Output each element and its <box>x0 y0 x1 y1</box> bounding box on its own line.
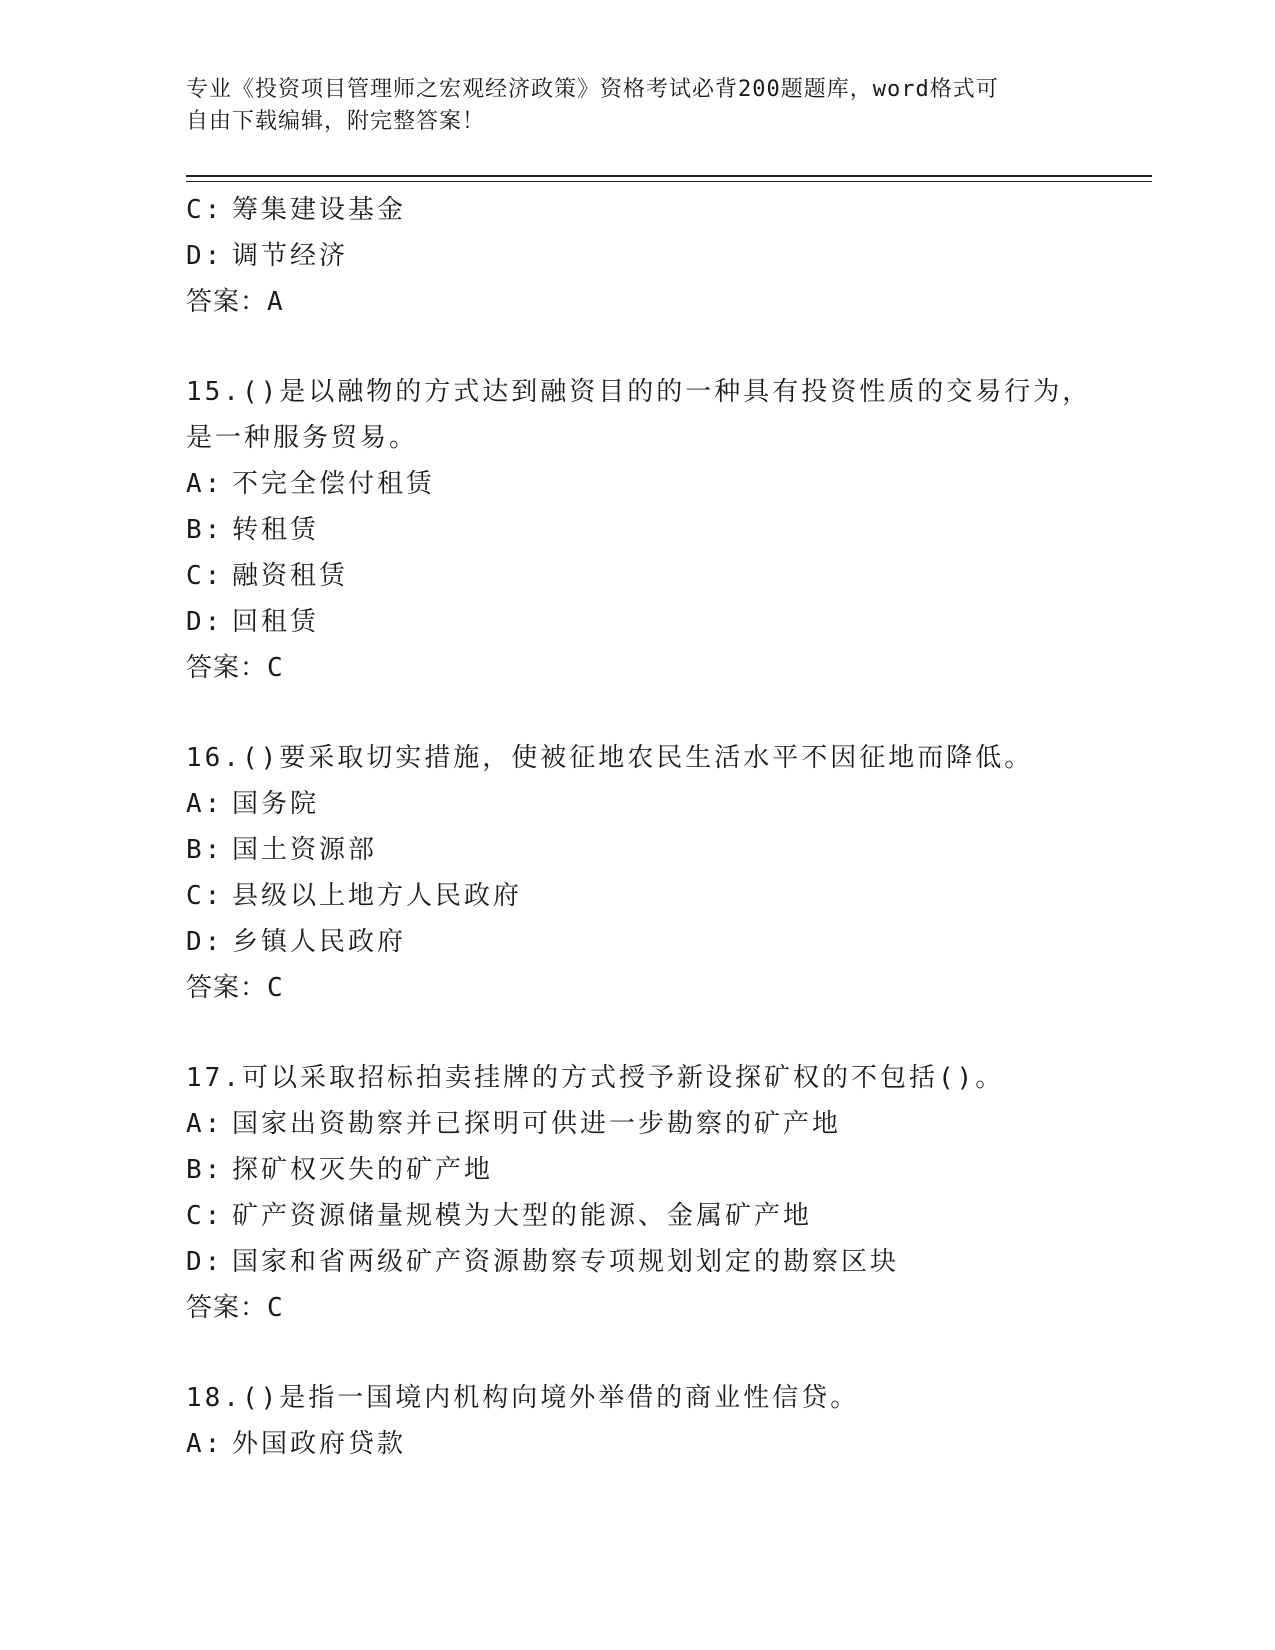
answer-line: 答案：C <box>186 973 284 1003</box>
option-letter: B: <box>186 835 224 865</box>
option-b <box>186 827 1086 873</box>
option-a <box>186 1101 1086 1147</box>
option-text: 转租赁 <box>232 515 320 545</box>
question-17 <box>186 1055 1086 1331</box>
document-header <box>186 74 1066 138</box>
option-letter: B: <box>186 1155 224 1185</box>
question-stem: 18.()是指一国境内机构向境外举借的商业性信贷。 <box>186 1383 860 1413</box>
option-text: 国家出资勘察并已探明可供进一步勘察的矿产地 <box>232 1109 842 1139</box>
question-16 <box>186 735 1086 1011</box>
option-text: 国家和省两级矿产资源勘察专项规划划定的勘察区块 <box>232 1247 900 1277</box>
option-b <box>186 507 1086 553</box>
option-text: 融资租赁 <box>232 561 349 591</box>
answer-line: 答案：A <box>186 287 284 317</box>
option-letter: A: <box>186 1429 224 1459</box>
option-letter: C: <box>186 195 224 225</box>
option-text: 筹集建设基金 <box>232 195 407 225</box>
option-a <box>186 1421 1086 1467</box>
header-divider <box>186 175 1152 177</box>
option-text: 探矿权灭失的矿产地 <box>232 1155 494 1185</box>
header-divider-thin <box>186 181 1152 182</box>
option-letter: A: <box>186 469 224 499</box>
option-letter: A: <box>186 789 224 819</box>
answer-line: 答案：C <box>186 653 284 683</box>
option-text: 国务院 <box>232 789 320 819</box>
option-letter: C: <box>186 1201 224 1231</box>
option-text: 外国政府贷款 <box>232 1429 407 1459</box>
question-stem: 15.()是以融物的方式达到融资目的的一种具有投资性质的交易行为， <box>186 377 1092 407</box>
prev-question-block <box>186 187 1086 325</box>
option-text: 不完全偿付租赁 <box>232 469 436 499</box>
option-b <box>186 1147 1086 1193</box>
option-d <box>186 599 1086 645</box>
document-content <box>186 187 1092 1467</box>
option-c <box>186 553 1086 599</box>
option-c <box>186 873 1086 919</box>
question-15 <box>186 369 1092 691</box>
option-text: 乡镇人民政府 <box>232 927 407 957</box>
option-letter: D: <box>186 241 224 271</box>
option-text: 回租赁 <box>232 607 320 637</box>
option-letter: A: <box>186 1109 224 1139</box>
option-letter: D: <box>186 1247 224 1277</box>
option-d <box>186 233 1086 279</box>
option-letter: D: <box>186 607 224 637</box>
answer-line: 答案：C <box>186 1293 284 1323</box>
option-letter: B: <box>186 515 224 545</box>
option-letter: C: <box>186 561 224 591</box>
option-text: 矿产资源储量规模为大型的能源、金属矿产地 <box>232 1201 813 1231</box>
option-d <box>186 919 1086 965</box>
header-line-1: 专业《投资项目管理师之宏观经济政策》资格考试必背200题题库，word格式可 <box>186 77 999 102</box>
question-18 <box>186 1375 1086 1467</box>
option-letter: D: <box>186 927 224 957</box>
question-stem: 16.()要采取切实措施，使被征地农民生活水平不因征地而降低。 <box>186 743 1034 773</box>
question-stem-cont: 是一种服务贸易。 <box>186 423 419 453</box>
option-c <box>186 187 1086 233</box>
header-line-2: 自由下载编辑，附完整答案！ <box>186 109 486 134</box>
option-letter: C: <box>186 881 224 911</box>
option-text: 调节经济 <box>232 241 349 271</box>
option-a <box>186 781 1086 827</box>
question-stem: 17.可以采取招标拍卖挂牌的方式授予新设探矿权的不包括()。 <box>186 1063 1005 1093</box>
option-text: 县级以上地方人民政府 <box>232 881 523 911</box>
option-a <box>186 461 1086 507</box>
option-d <box>186 1239 1086 1285</box>
option-text: 国土资源部 <box>232 835 378 865</box>
option-c <box>186 1193 1086 1239</box>
